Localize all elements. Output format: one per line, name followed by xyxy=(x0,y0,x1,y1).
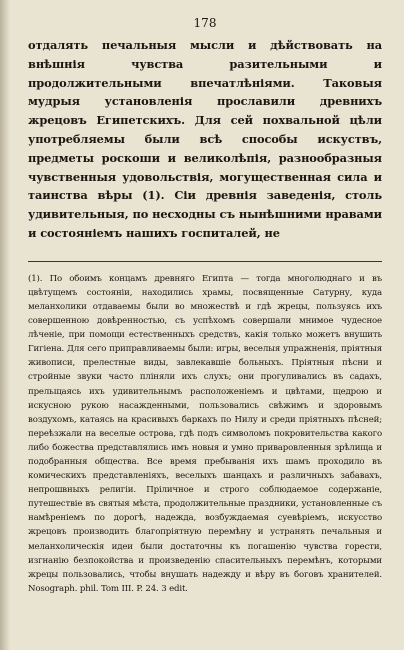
main-paragraph: отдалять печальныя мысли и дѣйствовать на внѣшнія чувства разительными и продолжительными впечатлѣніями. Таковыя мудрыя установленія прославили древнихъ жрецовъ Египетскихъ. Для сей похвальной цѣли употребляемы были всѣ способы искуствъ, предметы роскоши и великолѣпія, разнообразныя чувственныя удовольствія, могущественная сила и таинства вѣры (1). Сіи древнія заведенія, столь удивительныя, по несходны съ нынѣшними нравами и состояніемъ нашихъ госпиталей, не xyxy=(28,38,382,240)
binding-shadow xyxy=(0,0,10,650)
main-text-block xyxy=(28,36,382,243)
page-number: 178 xyxy=(193,16,217,30)
footnote-block xyxy=(28,272,382,596)
footnote-paragraph: (1). По обоимъ концамъ древняго Египта — тогда многолюднаго и въ цвѣтущемъ состояніи, находились храмы, посвященные Сатурну, куда меланхолики отдаваемы были во множествѣ и гдѣ жрецы, пользуясь ихъ совершенною довѣренностью, съ успѣхомъ совершали мнимое чудесное лѣченіе, при помощи естественныхъ средствъ, какія только можетъ внушить Гигіена. Для сего приправливаемы были: игры, веселыя упражненія, пріятныя живописи, прелестные виды, завлекавшіе больныхъ. Пріятныя пѣсни и стройные звуки часто пліняли ихъ слухъ; они прогуливались въ садахъ, прельщаясь ихъ удивительнымъ расположеніемъ и цвѣтами, щедрою и искусною рукою насажденными, пользовались свѣжимъ и здоровымъ воздухомъ, катаясь на красивыхъ баркахъ по Нилу и среди пріятныхъ пѣсней; переѣзжали на веселые острова, гдѣ подъ символомъ покровительства какого либо божества представлялись имъ новыя и умно приваровленныя зрѣлища и подобранныя общества. Все время пребыванія ихъ шамъ проходило въ комическихъ представленіяхъ, веселыхъ шанцахъ и различныхъ забавахъ, непрошвныхъ религіи. Пріличное и строго соблюдаемое содержаніе, путешествіе въ святыя мѣста, продолжительные праздники, установленные съ намѣреніемъ по дорогѣ, надежда, возбуждаемая суевѣріемъ, искусство жрецовъ производить благопріятную перемѣну и устранять печальныя и меланхолическія идеи были достаточны къ погашенію чувства горести, изгнанію безпокойства и произведенію спасительныхъ перемѣнъ, которыми жрецы пользовались, чтобы внушать надежду и вѣру въ боговъ хранителей. Nosograph. phil. Tom III. P. 24. 3 edit. xyxy=(28,273,382,594)
footnote-divider xyxy=(28,261,382,262)
